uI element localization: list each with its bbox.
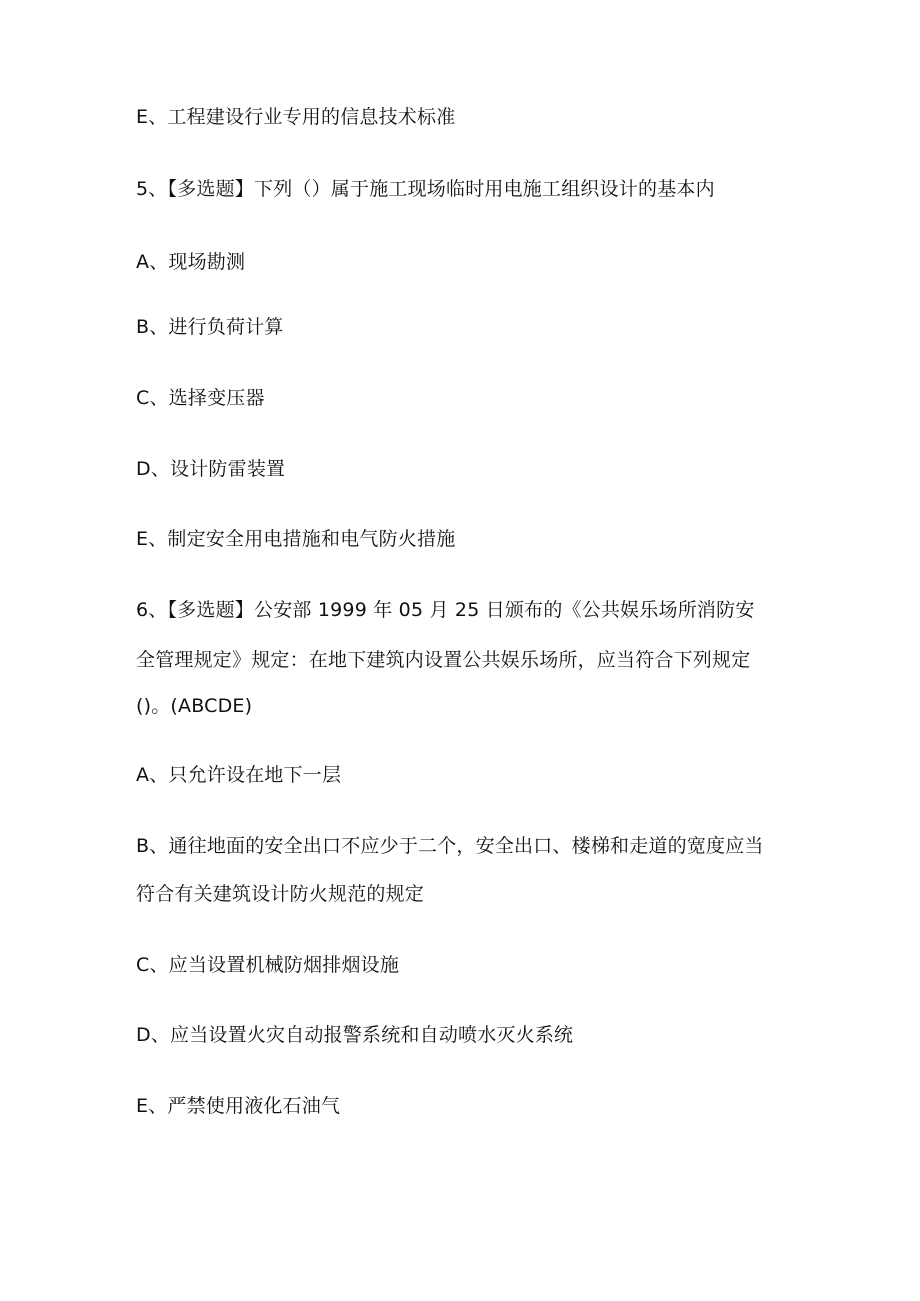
q5-option-e: E、制定安全用电措施和电气防火措施 <box>136 528 456 550</box>
q6-option-a: A、只允许设在地下一层 <box>136 764 342 786</box>
q6-option-d: D、应当设置火灾自动报警系统和自动喷水灭火系统 <box>136 1024 574 1046</box>
q6-option-b-line2: 符合有关建筑设计防火规范的规定 <box>136 883 425 905</box>
q5-option-b: B、进行负荷计算 <box>136 316 284 338</box>
q6-option-c: C、应当设置机械防烟排烟设施 <box>136 954 400 976</box>
q6-option-e: E、严禁使用液化石油气 <box>136 1095 341 1117</box>
q5-option-d: D、设计防雷装置 <box>136 458 286 480</box>
q6-option-b-line1: B、通往地面的安全出口不应少于二个，安全出口、楼梯和走道的宽度应当 <box>136 835 764 857</box>
q5-question: 5、【多选题】下列（）属于施工现场临时用电施工组织设计的基本内 <box>136 178 715 200</box>
q6-question-line3: ()。(ABCDE) <box>136 695 253 717</box>
q6-question-line1: 6、【多选题】公安部 1999 年 05 月 25 日颁布的《公共娱乐场所消防安 <box>136 599 755 621</box>
q6-question-line2: 全管理规定》规定：在地下建筑内设置公共娱乐场所，应当符合下列规定 <box>136 649 751 671</box>
q5-option-c: C、选择变压器 <box>136 387 265 409</box>
q4-option-e: E、工程建设行业专用的信息技术标准 <box>136 106 456 128</box>
q5-option-a: A、现场勘测 <box>136 251 246 273</box>
